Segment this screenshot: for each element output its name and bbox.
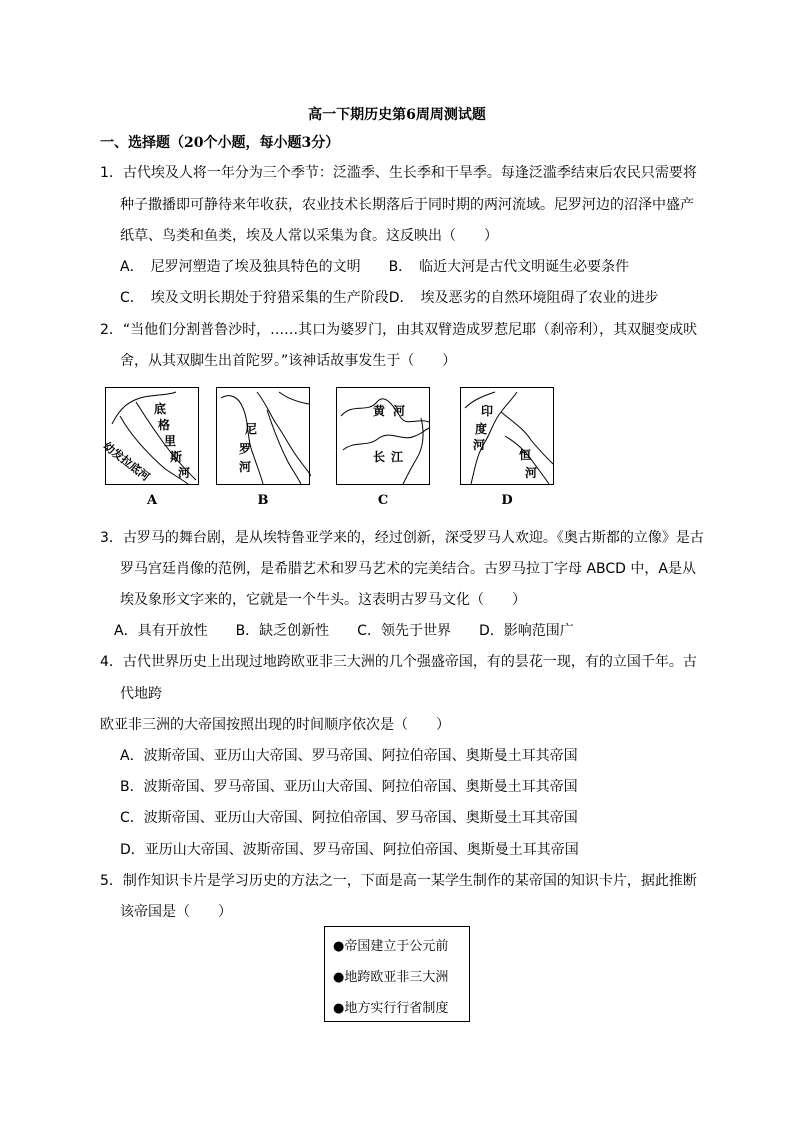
map-d-text: 河 <box>525 466 538 480</box>
q1-option-ab: A． 尼罗河塑造了埃及独具特色的文明 B． 临近大河是古代文明诞生必要条件 <box>120 259 630 275</box>
map-label-b: B <box>257 493 269 508</box>
q4-option-c: C．波斯帝国、亚历山大帝国、阿拉伯帝国、罗马帝国、奥斯曼土耳其帝国 <box>120 810 578 826</box>
q4-option-b: B．波斯帝国、罗马帝国、亚历山大帝国、阿拉伯帝国、奥斯曼土耳其帝国 <box>120 779 578 795</box>
map-d <box>460 387 554 485</box>
map-a-text: 幼发拉底河 <box>100 439 153 484</box>
q2-map-options <box>100 387 570 517</box>
map-d-text: 印 <box>481 404 494 418</box>
card-item: ●帝国建立于公元前 <box>333 939 449 954</box>
knowledge-card <box>324 926 470 1022</box>
map-c-text: 长 <box>373 450 386 464</box>
q1-line-3: 纸草、鸟类和鱼类，埃及人常以采集为食。这反映出（ ） <box>120 228 498 244</box>
map-b-text: 罗 <box>239 442 252 456</box>
q4-option-a: A．波斯帝国、亚历山大帝国、罗马帝国、阿拉伯帝国、奥斯曼土耳其帝国 <box>120 748 578 764</box>
page-title: 高一下期历史第6周周测试题 <box>308 107 486 123</box>
map-a-text: 底 <box>154 402 167 416</box>
map-label-a: A <box>146 493 158 508</box>
map-a-text: 里 <box>164 434 177 448</box>
q4-option-d: D．亚历山大帝国、波斯帝国、罗马帝国、阿拉伯帝国、奥斯曼土耳其帝国 <box>120 842 579 858</box>
map-a-text: 河 <box>178 466 191 480</box>
q4-line-3: 欧亚非三洲的大帝国按照出现的时间顺序依次是（ ） <box>100 717 450 733</box>
q1-line-2: 种子撒播即可静待来年收获，农业技术长期落后于同时期的两河流域。尼罗河边的沼泽中盛产 <box>120 197 694 213</box>
map-label-c: C <box>377 493 389 508</box>
q1-option-cd: C． 埃及文明长期处于狩猎采集的生产阶段D． 埃及恶劣的自然环境阻碍了农业的进步 <box>120 290 659 306</box>
map-a-text: 格 <box>158 418 171 432</box>
map-d-text: 恒 <box>519 448 532 462</box>
q3-line-3: 埃及象形文字来的，它就是一个牛头。这表明古罗马文化（ ） <box>120 592 526 608</box>
map-d-text: 度 <box>475 422 488 436</box>
map-d-text: 河 <box>473 438 486 452</box>
map-c-text: 江 <box>391 450 404 464</box>
q4-line-2: 代地跨 <box>120 686 162 702</box>
map-c <box>336 387 430 485</box>
section-heading: 一、选择题（20个小题，每小题3分） <box>100 135 340 151</box>
card-item: ●地方实行行省制度 <box>333 1001 449 1016</box>
q3-options: A．具有开放性 B．缺乏创新性 C．领先于世界 D．影响范围广 <box>114 623 574 639</box>
map-a-text: 斯 <box>170 450 183 464</box>
map-b <box>216 387 310 485</box>
q5-line-1: 5．制作知识卡片是学习历史的方法之一，下面是高一某学生制作的某帝国的知识卡片，据此推断 <box>100 873 697 889</box>
map-label-d: D <box>501 493 513 508</box>
q3-line-1: 3．古罗马的舞台剧，是从埃特鲁亚学来的，经过创新，深受罗马人欢迎。《奥古斯都的立像》是古 <box>100 530 704 546</box>
map-c-text: 河 <box>393 404 406 418</box>
map-b-drawing <box>217 388 311 486</box>
map-b-text: 河 <box>239 460 252 474</box>
q2-line-2: 舍，从其双脚生出首陀罗。”该神话故事发生于（ ） <box>120 353 457 369</box>
map-a <box>100 387 199 485</box>
q4-line-1: 4．古代世界历史上出现过地跨欧亚非三大洲的几个强盛帝国，有的昙花一现，有的立国千年。古 <box>100 654 697 670</box>
map-c-text: 黄 <box>373 404 386 418</box>
card-item: ●地跨欧亚非三大洲 <box>333 970 449 985</box>
q1-line-1: 1．古代埃及人将一年分为三个季节：泛滥季、生长季和干旱季。每逢泛滥季结束后农民只需要将 <box>100 165 697 181</box>
q5-line-2: 该帝国是（ ） <box>120 904 232 920</box>
q3-line-2: 罗马宫廷肖像的范例，是希腊艺术和罗马艺术的完美结合。古罗马拉丁字母 ABCD 中，A是从 <box>120 561 696 577</box>
q2-line-1: 2．“当他们分割普鲁沙时，……其口为婆罗门，由其双臂造成罗惹尼耶（刹帝利），其双腿变成吠 <box>100 322 698 338</box>
map-b-text: 尼 <box>245 422 258 436</box>
